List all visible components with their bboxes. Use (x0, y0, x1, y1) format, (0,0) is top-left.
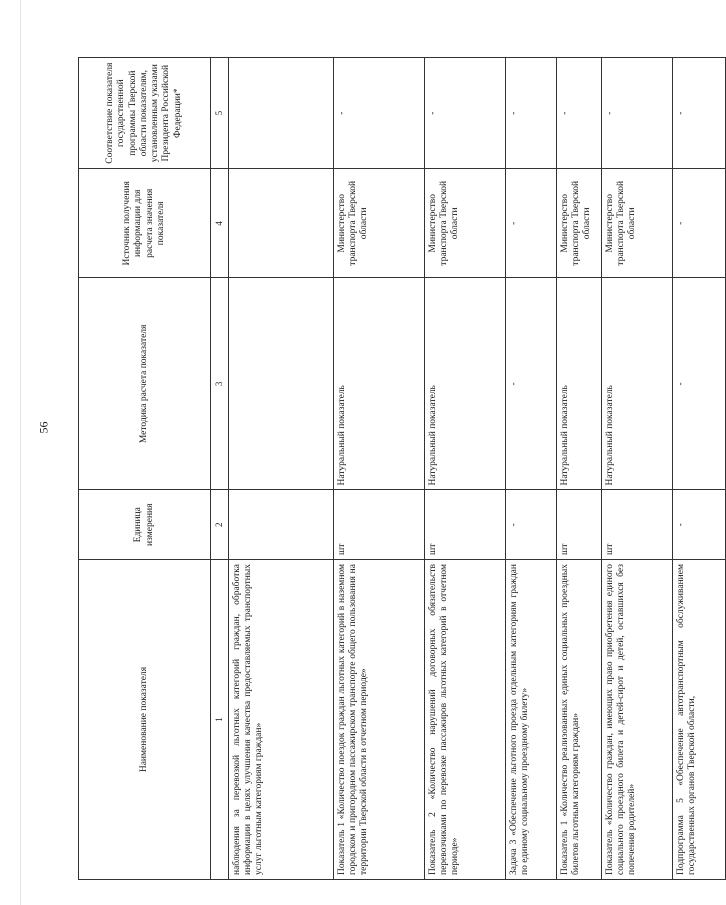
indicator-name: Показатель 1 «Количество реализованных единых социальных проездных билетов льготным категориям граждан» (556, 560, 601, 880)
indicator-compliance: - (556, 58, 601, 169)
indicator-source: Министерство транспорта Тверской области (601, 169, 672, 278)
indicator-method: Натуральный показатель (601, 278, 672, 490)
table-header-row (79, 58, 211, 880)
indicator-method (228, 278, 333, 490)
subprogram-name: Подпрограмма 5 «Обеспечение автотранспортным обслуживанием государственных органов Тверской области, (672, 560, 725, 880)
table-row (505, 58, 556, 880)
header-compliance: Соответствие показателя государственной программы Тверской области показателям, установленным указами Президента Российской Федерации* (79, 58, 211, 169)
column-number-row (211, 58, 229, 880)
indicator-unit: шт (333, 490, 424, 560)
indicator-method: - (672, 278, 725, 490)
table-row (333, 58, 424, 880)
header-name: Наименование показателя (79, 560, 211, 880)
indicator-name: Показатель 1 «Количество поездок граждан льготных категорий в наземном городском и пригородном пассажирском транспорте общего пользования на территории Тверской области в отчетном периоде» (333, 560, 424, 880)
indicator-compliance: - (424, 58, 505, 169)
indicator-method: Натуральный показатель (556, 278, 601, 490)
task-name: Задача 3 «Обеспечение льготного проезда отдельным категориям граждан по единому социальному проездному билету» (505, 560, 556, 880)
indicator-compliance: - (505, 58, 556, 169)
column-number: 5 (211, 58, 229, 169)
indicator-compliance: - (333, 58, 424, 169)
table-row (556, 58, 601, 880)
indicator-unit (228, 490, 333, 560)
indicator-name: Показатель «Количество граждан, имеющих право приобретения единого социального проездного билета и детей-сирот и детей, оставшихся без попечения родителей» (601, 560, 672, 880)
column-number: 1 (211, 560, 229, 880)
indicator-source: Министерство транспорта Тверской области (424, 169, 505, 278)
indicator-method: Натуральный показатель (424, 278, 505, 490)
header-unit: Единица измерения (79, 490, 211, 560)
indicator-name: Показатель 2 «Количество нарушений договорных обязательств перевозчиками по перевозке пассажиров льготных категорий в отчетном периоде» (424, 560, 505, 880)
indicator-source: - (505, 169, 556, 278)
indicator-compliance (228, 58, 333, 169)
indicator-source: Министерство транспорта Тверской области (333, 169, 424, 278)
column-number: 2 (211, 490, 229, 560)
page-number: 56 (36, 421, 51, 434)
header-source: Источник получения информации для расчета значения показателя (79, 169, 211, 278)
indicator-unit: - (672, 490, 725, 560)
header-method: Методика расчета показателя (79, 278, 211, 490)
indicator-unit: шт (556, 490, 601, 560)
column-number: 3 (211, 278, 229, 490)
indicator-name: наблюдения за перевозкой льготных категорий граждан, обработка информации в целях улучшения качества предоставляемых транспортных услуг льготным категориям граждан» (228, 560, 333, 880)
indicators-table (78, 57, 726, 880)
indicator-compliance: - (601, 58, 672, 169)
column-number: 4 (211, 169, 229, 278)
table-row (601, 58, 672, 880)
table-row (424, 58, 505, 880)
indicator-unit: - (505, 490, 556, 560)
indicator-unit: шт (424, 490, 505, 560)
indicator-method: - (505, 278, 556, 490)
indicator-compliance: - (672, 58, 725, 169)
table-row (228, 58, 333, 880)
indicator-source (228, 169, 333, 278)
indicator-unit: шт (601, 490, 672, 560)
indicator-source: Министерство транспорта Тверской области (556, 169, 601, 278)
indicator-method: Натуральный показатель (333, 278, 424, 490)
indicator-source: - (672, 169, 725, 278)
table-row (672, 58, 725, 880)
